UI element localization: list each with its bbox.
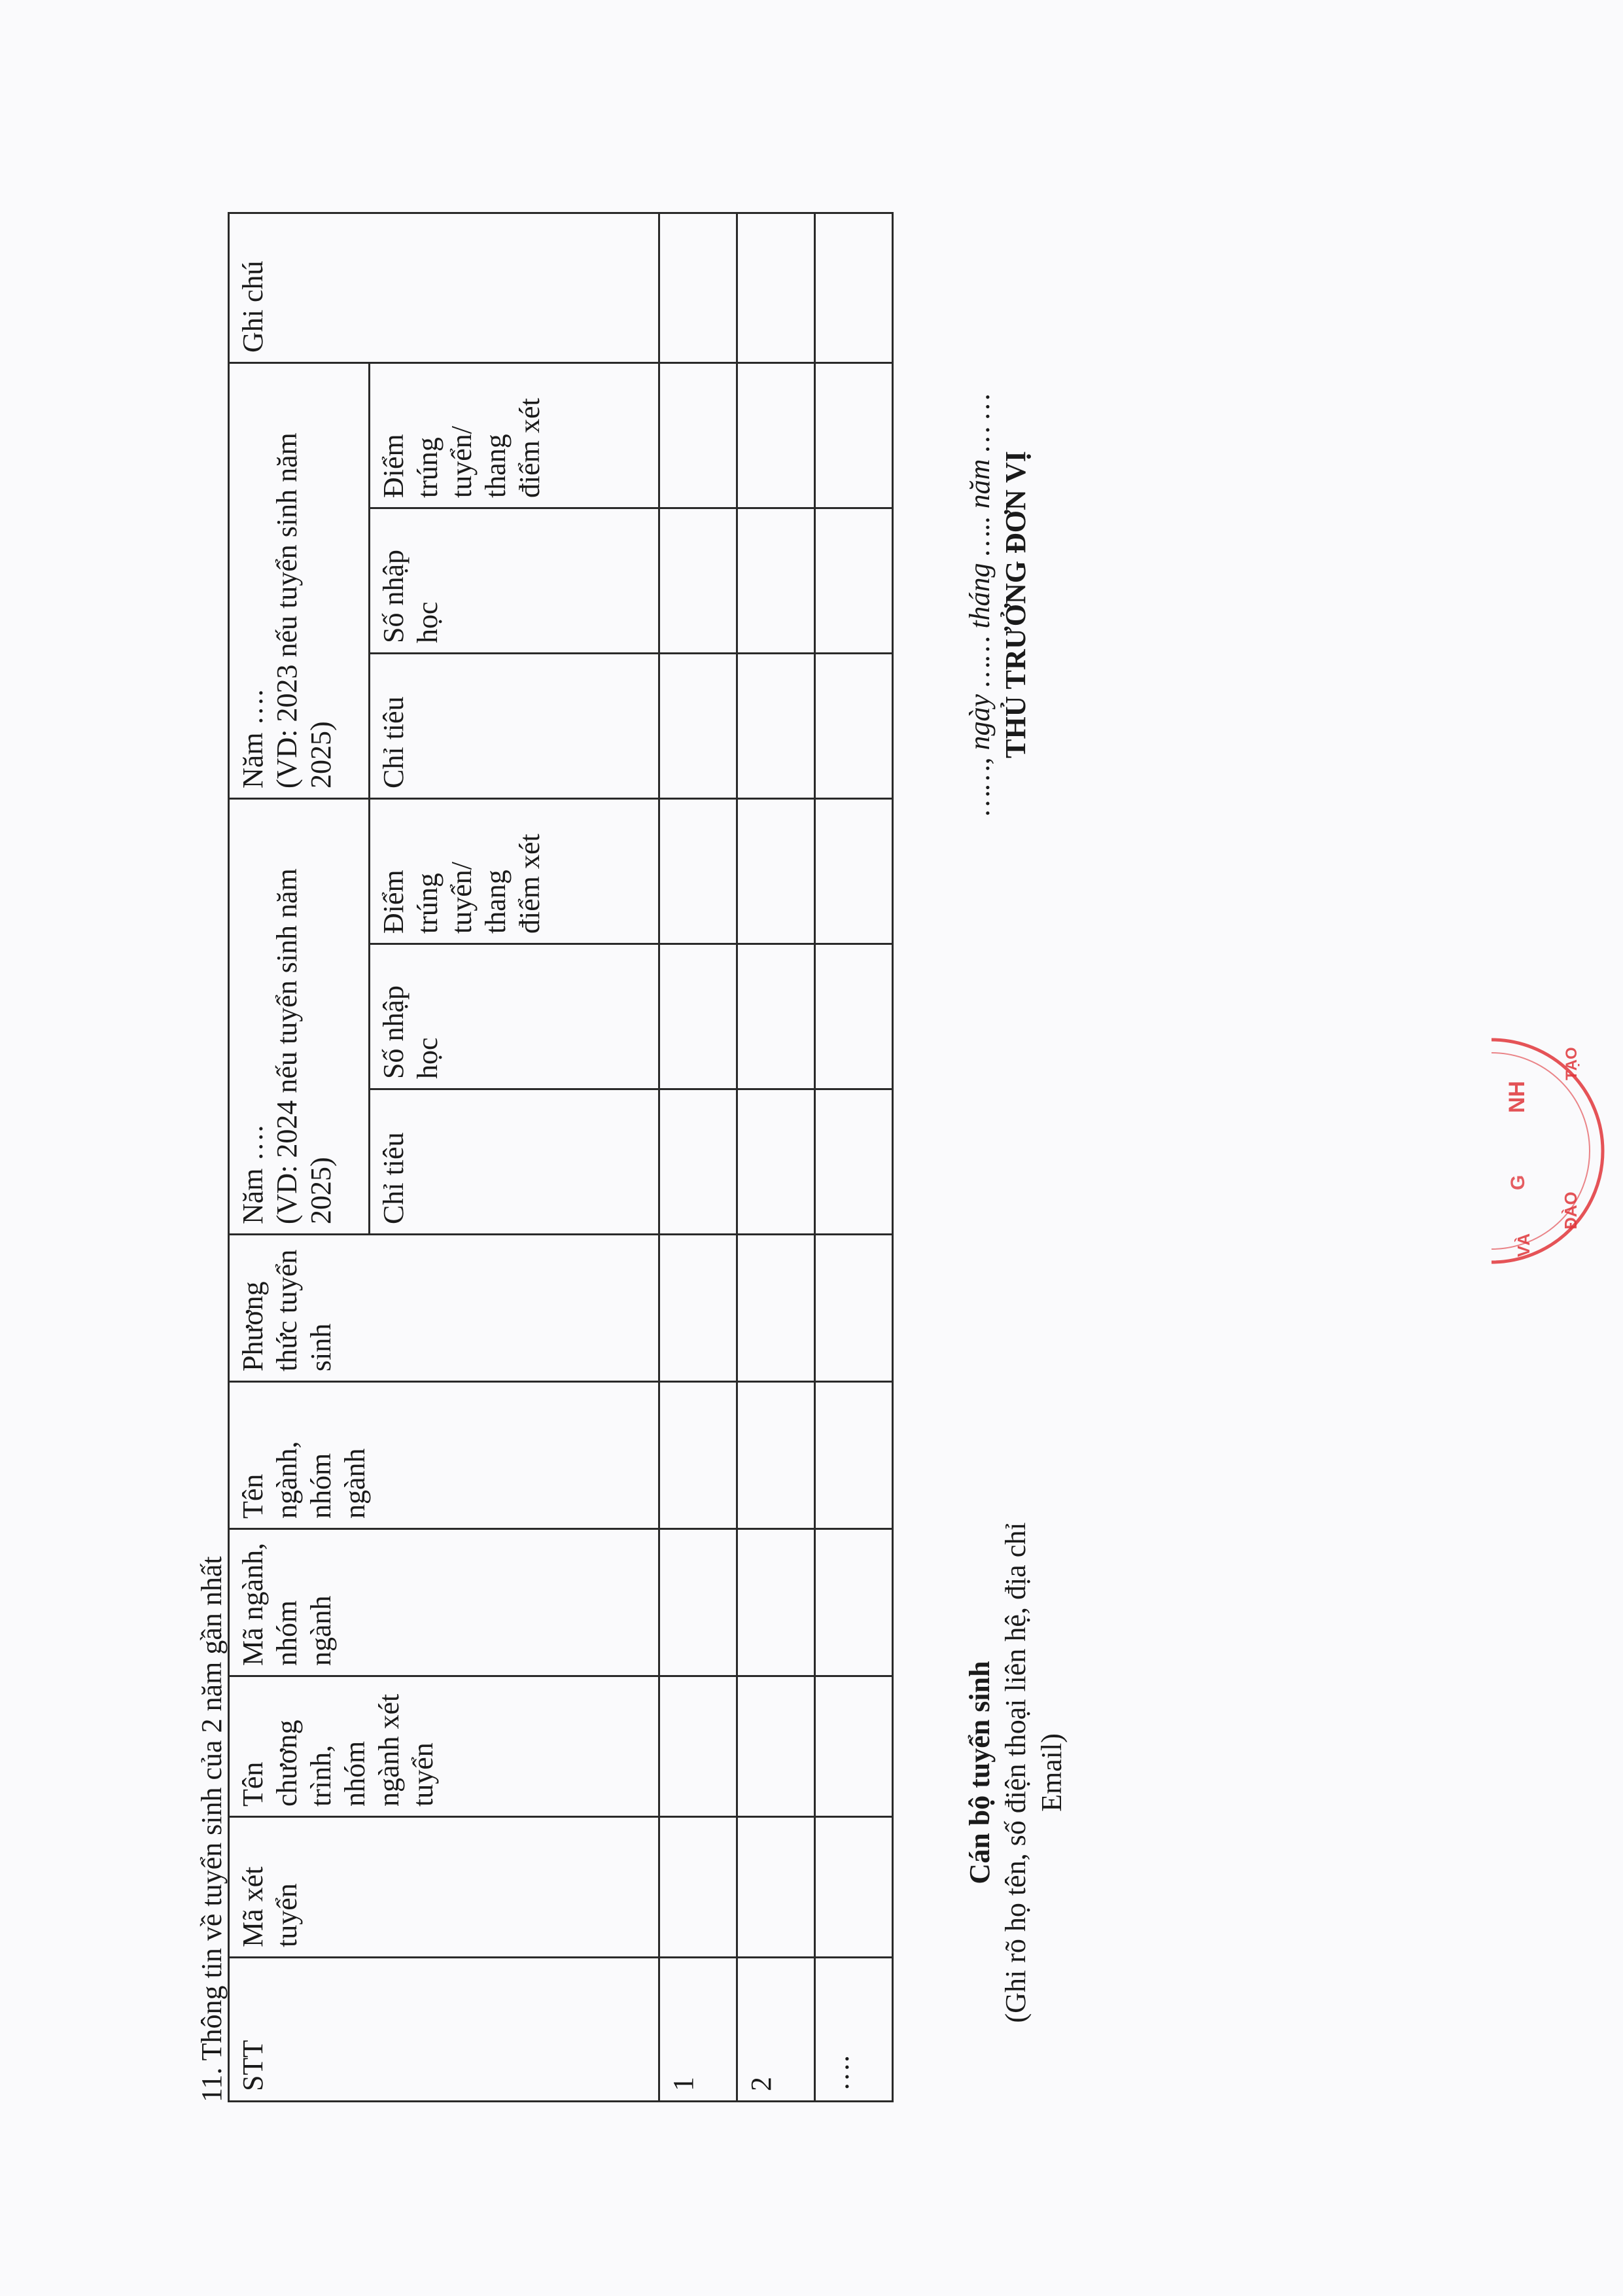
table-cell [659,508,737,653]
header-ma-nganh: Mã ngành, nhóm ngành [229,1529,659,1676]
table-cell [659,944,737,1089]
subheader-so-nhap-hoc-2: Số nhập học [370,508,659,653]
stamp-text-fragment: TẠO [1563,1047,1580,1080]
row-stt: 1 [659,1958,737,2102]
subheader-chi-tieu-1: Chỉ tiêu [370,1089,659,1235]
table-cell [659,1676,737,1817]
table-cell [659,1089,737,1235]
row-stt: 2 [737,1958,815,2102]
table-cell [815,1817,893,1958]
header-stt: STT [229,1958,659,2102]
table-cell [815,1382,893,1529]
table-cell [737,1817,815,1958]
subheader-so-nhap-hoc-1: Số nhập học [370,944,659,1089]
table-cell [659,798,737,944]
section-title: 11. Thông tin về tuyển sinh của 2 năm gần nhất [196,1556,228,2102]
stamp-text-fragment: VÀ [1514,1233,1533,1257]
table-row [737,213,815,2101]
stamp-text-fragment: ĐÀO [1561,1192,1580,1229]
head-of-unit-title: THỦ TRƯỞNG ĐƠN VỊ [1000,451,1032,758]
red-seal-stamp [1478,1014,1623,1288]
admissions-table [228,212,894,2102]
subheader-diem-trung-tuyen-2: Điểm trúng tuyển/ thang điểm xét [370,362,659,508]
subheader-chi-tieu-2: Chỉ tiêu [370,653,659,798]
header-phuong-thuc: Phương thức tuyển sinh [229,1235,659,1382]
officer-note: (Ghi rõ họ tên, số điện thoại liên hệ, địa chỉ Email) [1000,1522,1068,2023]
date-line: ……, ngày …… tháng ….. năm … … [964,393,996,816]
row-stt: …. [815,1958,893,2102]
table-cell [659,1382,737,1529]
table-cell [659,1235,737,1382]
table-row [659,213,737,2101]
table-cell [737,362,815,508]
table-cell [815,1529,893,1676]
table-cell [737,1676,815,1817]
header-ma-xet-tuyen: Mã xét tuyển [229,1817,659,1958]
table-cell [815,1676,893,1817]
table-row [815,213,893,2101]
head-of-unit-signature-block [962,228,1034,981]
stamp-text-fragment: NH [1505,1080,1529,1113]
header-ten-chuong-trinh: Tên chương trình, nhóm ngành xét tuyển [229,1676,659,1817]
table-cell [815,1089,893,1235]
officer-title: Cán bộ tuyển sinh [964,1661,996,1884]
table-cell [659,1817,737,1958]
table-cell [737,1235,815,1382]
table-cell [737,653,815,798]
table-cell [815,798,893,944]
table-cell [659,1529,737,1676]
table-cell [737,798,815,944]
table-cell [737,1089,815,1235]
header-year-1: Năm …. (VD: 2024 nếu tuyển sinh năm 2025) [229,798,370,1234]
table-cell [737,1529,815,1676]
header-ghi-chu: Ghi chú [229,213,659,362]
table-cell [737,508,815,653]
table-cell [659,653,737,798]
table-cell [815,213,893,362]
table-cell [737,213,815,362]
table-cell [815,508,893,653]
admissions-officer-signature-block [962,1491,1070,2054]
table-cell [815,653,893,798]
table-cell [815,944,893,1089]
table-cell [737,944,815,1089]
table-cell [659,213,737,362]
stamp-text-fragment: G [1507,1174,1529,1190]
table-cell [659,362,737,508]
table-cell [815,362,893,508]
table-cell [815,1235,893,1382]
header-year-2: Năm …. (VD: 2023 nếu tuyển sinh năm 2025) [229,362,370,798]
subheader-diem-trung-tuyen-1: Điểm trúng tuyển/ thang điểm xét [370,798,659,944]
header-ten-nganh: Tên ngành, nhóm ngành [229,1382,659,1529]
table-cell [737,1382,815,1529]
